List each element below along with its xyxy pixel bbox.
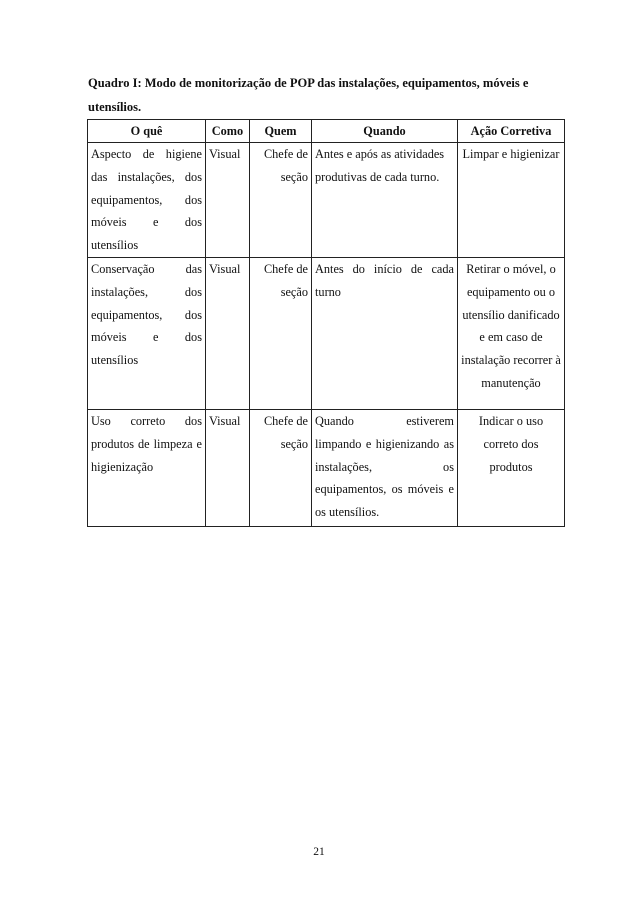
table-row	[88, 409, 565, 526]
cell-action: Indicar o uso correto dos produtos	[458, 409, 565, 526]
cell-when: Antes do início de cada turno	[312, 257, 458, 409]
column-header-action: Ação Corretiva	[458, 120, 565, 143]
column-header-who: Quem	[250, 120, 312, 143]
cell-who: Chefe de seção	[250, 409, 312, 526]
cell-how: Visual	[206, 257, 250, 409]
cell-action: Limpar e higienizar	[458, 143, 565, 258]
cell-when: Antes e após as atividades produtivas de cada turno.	[312, 143, 458, 258]
table-row	[88, 143, 565, 258]
cell-what: Uso correto dos produtos de limpeza e higienização	[88, 409, 206, 526]
cell-what: Aspecto de higiene das instalações, dos equipamentos, dos móveis e dos utensílios	[88, 143, 206, 258]
cell-who: Chefe de seção	[250, 257, 312, 409]
table-header-row	[88, 120, 565, 143]
column-header-how: Como	[206, 120, 250, 143]
cell-who: Chefe de seção	[250, 143, 312, 258]
column-header-when: Quando	[312, 120, 458, 143]
table-row	[88, 257, 565, 409]
cell-action: Retirar o móvel, o equipamento ou o utensílio danificado e em caso de instalação recorrer à manutenção	[458, 257, 565, 409]
column-header-what: O quê	[88, 120, 206, 143]
pop-monitoring-table	[87, 119, 565, 527]
cell-what: Conservação das instalações, dos equipamentos, dos móveis e dos utensílios	[88, 257, 206, 409]
page-number: 21	[313, 846, 325, 858]
table-caption: Quadro I: Modo de monitorização de POP das instalações, equipamentos, móveis e utensílios.	[88, 76, 529, 114]
cell-when: Quando estiverem limpando e higienizando as instalações, os equipamentos, os móveis e os utensílios.	[312, 409, 458, 526]
cell-how: Visual	[206, 143, 250, 258]
cell-how: Visual	[206, 409, 250, 526]
